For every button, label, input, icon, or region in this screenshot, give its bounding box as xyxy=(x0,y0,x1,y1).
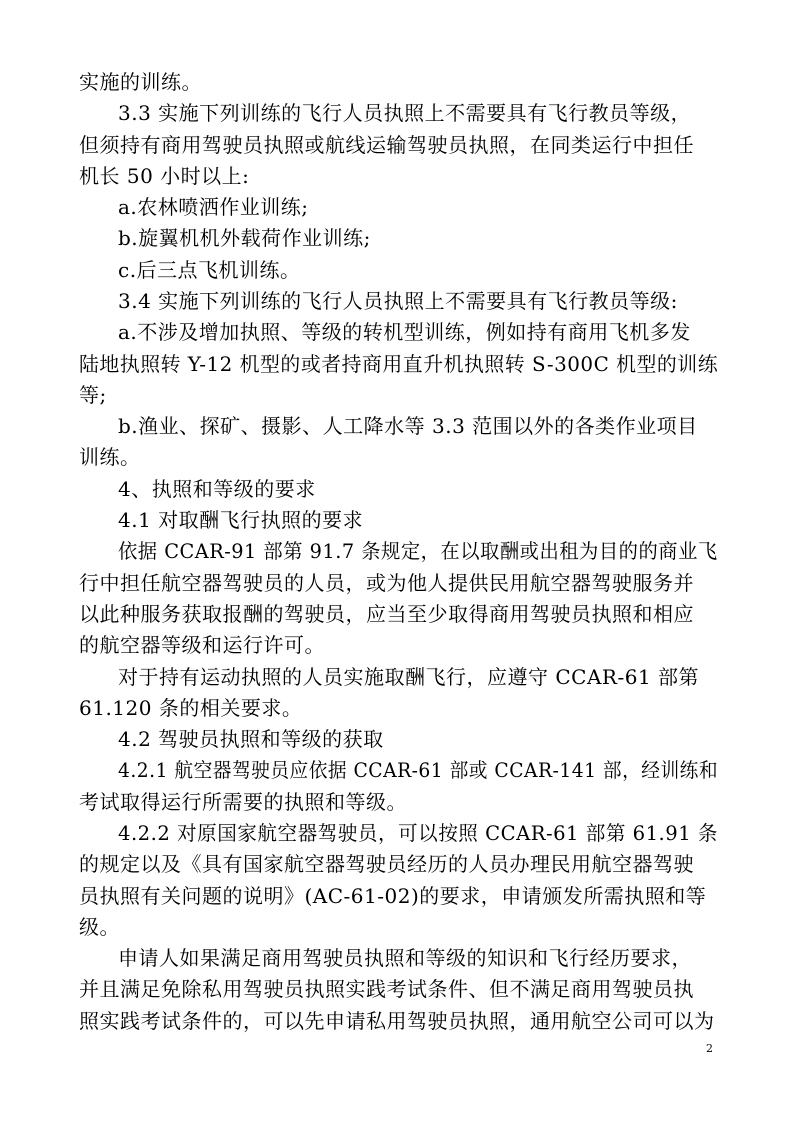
page-number: 2 xyxy=(706,1042,713,1055)
text-line: 并且满足免除私用驾驶员执照实践考试条件、但不满足商用驾驶员执 xyxy=(79,977,694,1001)
text-line: 依据 CCAR-91 部第 91.7 条规定，在以取酬或出租为目的的商业飞 xyxy=(118,539,718,563)
text-line: 陆地执照转 Y-12 机型的或者持商用直升机执照转 S-300C 机型的训练 xyxy=(79,352,719,376)
text-line: 61.120 条的相关要求。 xyxy=(79,696,303,720)
text-line: 训练。 xyxy=(79,445,141,469)
text-line: 员执照有关问题的说明》(AC-61-02)的要求，申请颁发所需执照和等 xyxy=(79,884,707,908)
text-line: 级。 xyxy=(79,915,120,939)
text-line: 的航空器等级和运行许可。 xyxy=(79,633,325,657)
text-line: 3.3 实施下列训练的飞行人员执照上不需要具有飞行教员等级， xyxy=(118,101,692,125)
text-line: 4.2.2 对原国家航空器驾驶员，可以按照 CCAR-61 部第 61.91 条 xyxy=(118,821,719,845)
text-line: 实施的训练。 xyxy=(79,70,202,94)
text-line: 等; xyxy=(79,383,107,407)
text-line: 的规定以及《具有国家航空器驾驶员经历的人员办理民用航空器驾驶 xyxy=(79,852,694,876)
text-line: 行中担任航空器驾驶员的人员，或为他人提供民用航空器驾驶服务并 xyxy=(79,571,694,595)
text-line: 4.2.1 航空器驾驶员应依据 CCAR-61 部或 CCAR-141 部，经训练和 xyxy=(118,758,719,782)
text-line: a.农林喷洒作业训练; xyxy=(118,195,309,219)
text-line: a.不涉及增加执照、等级的转机型训练，例如持有商用飞机多发 xyxy=(118,320,691,344)
text-line: 3.4 实施下列训练的飞行人员执照上不需要具有飞行教员等级: xyxy=(118,289,678,313)
text-line: b.渔业、探矿、摄影、人工降水等 3.3 范围以外的各类作业项目 xyxy=(118,414,698,438)
text-line: 照实践考试条件的，可以先申请私用驾驶员执照，通用航空公司可以为 xyxy=(79,1009,715,1033)
subsection-heading: 4.2 驾驶员执照和等级的获取 xyxy=(118,727,384,751)
subsection-heading: 4.1 对取酬飞行执照的要求 xyxy=(118,508,364,532)
text-line: 机长 50 小时以上: xyxy=(79,164,250,188)
text-line: 考试取得运行所需要的执照和等级。 xyxy=(79,790,407,814)
text-line: 申请人如果满足商用驾驶员执照和等级的知识和飞行经历要求， xyxy=(118,946,692,970)
text-line: 对于持有运动执照的人员实施取酬飞行，应遵守 CCAR-61 部第 xyxy=(118,665,700,689)
text-line: b.旋翼机机外载荷作业训练; xyxy=(118,226,371,250)
text-line: 但须持有商用驾驶员执照或航线运输驾驶员执照，在同类运行中担任 xyxy=(79,133,694,157)
text-line: c.后三点飞机训练。 xyxy=(118,258,301,282)
section-heading: 4、执照和等级的要求 xyxy=(118,477,316,501)
text-line: 以此种服务获取报酬的驾驶员，应当至少取得商用驾驶员执照和相应 xyxy=(79,602,694,626)
